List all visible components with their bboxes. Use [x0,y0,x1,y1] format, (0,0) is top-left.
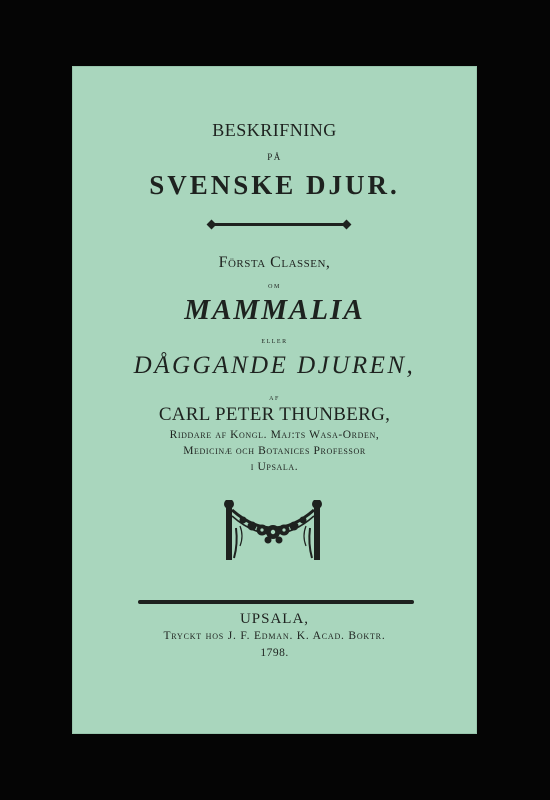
book-cover [72,66,477,734]
title-main: SVENSKE DJUR. [149,170,400,200]
subject-title: MAMMALIA [184,294,365,326]
af-label: af [269,393,280,402]
om-label: om [268,281,281,290]
imprint-place: UPSALA, [239,611,310,627]
author-title-2: Medicinæ och Botanices Professor [183,445,366,457]
imprint-year: 1798. [260,647,289,659]
floral-garland-icon [222,500,324,564]
title-line-2: PÅ [267,152,282,162]
title-line-1: BESKRIFNING [212,120,337,140]
eller-label: eller [261,336,288,345]
imprint-printer: Tryckt hos J. F. Edman. K. Acad. Boktr. [163,630,386,642]
ornamental-rule [214,223,344,226]
subject-alt-title: DÅGGANDE DJUREN, [133,352,416,379]
class-line: Första Classen, [218,254,331,271]
author-title-1: Riddare af Kongl. Maj:ts Wasa-Orden, [169,429,380,441]
divider-rule [138,600,414,604]
author-title-3: i Upsala. [250,461,299,473]
author-name: CARL PETER THUNBERG, [158,404,391,425]
